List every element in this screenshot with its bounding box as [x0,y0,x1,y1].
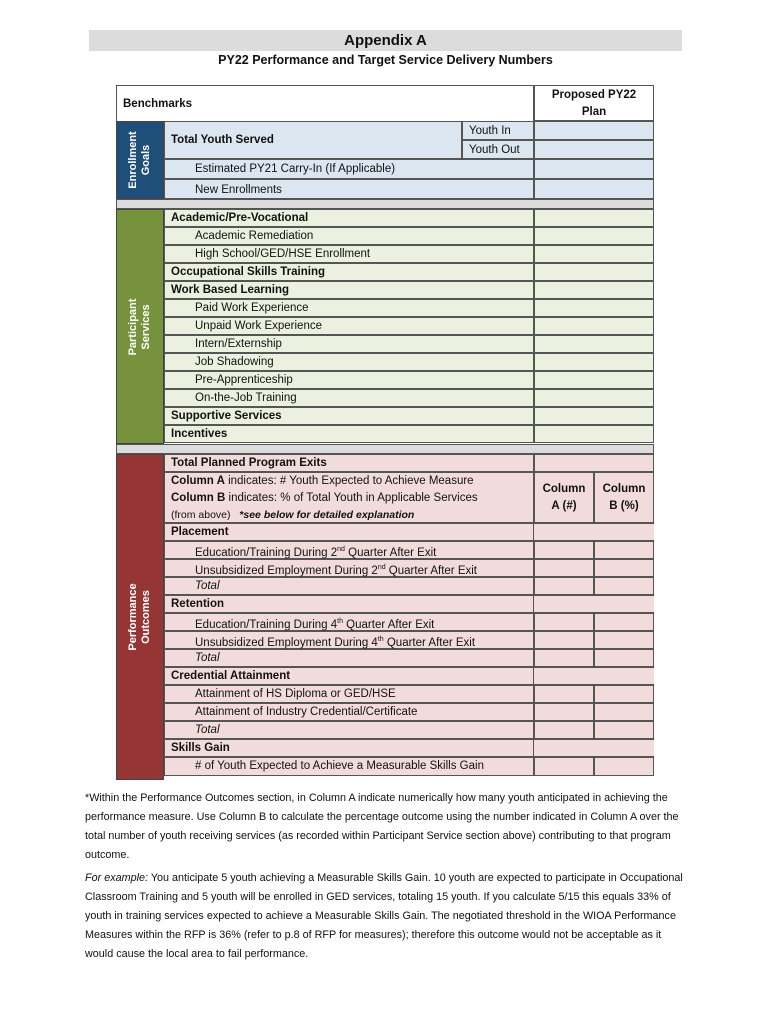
benchmarks-header [116,85,534,121]
outcome-label-text: Attainment of Industry Credential/Certificate [195,706,418,718]
outcome-label-text: Attainment of HS Diploma or GED/HSE [195,688,396,700]
column-a-value[interactable] [534,721,594,739]
outcome-label-tail: Quarter After Exit [342,618,435,631]
service-row [164,299,534,317]
service-row [164,425,534,443]
service-label: Academic/Pre-Vocational [171,212,309,224]
service-label: Pre-Apprenticeship [195,374,293,386]
column-a-value[interactable] [534,757,594,776]
service-value[interactable] [534,371,654,389]
total-exits-label: Total Planned Program Exits [171,457,327,469]
column-b-value [594,667,654,685]
participant-services-side [116,209,164,444]
ordinal-suffix: th [377,636,384,643]
service-row [164,353,534,371]
performance-table [116,85,654,780]
outcome-label [195,721,220,739]
outcome-row [164,757,534,776]
outcome-label-text: Total [195,724,220,736]
column-b-value[interactable] [594,685,654,703]
column-b-value [594,739,654,757]
outcome-label-text: Retention [171,598,225,610]
service-row [164,407,534,425]
outcome-label-tail: Quarter After Exit [383,636,476,649]
services-side-line2: Services [140,303,152,350]
column-a-value[interactable] [534,613,594,631]
column-b-value[interactable] [594,631,654,649]
service-row [164,245,534,263]
see-below-note: *see below for detailed explanation [239,509,415,521]
service-label: Intern/Externship [195,338,282,350]
notes-example [85,869,685,964]
outcome-label [171,523,229,541]
column-a-value[interactable] [534,703,594,721]
column-b-value[interactable] [594,559,654,577]
from-above-text: (from above) [171,509,231,521]
outcome-row [164,541,534,559]
service-value[interactable] [534,317,654,335]
service-value[interactable] [534,425,654,443]
outcome-row [164,631,534,649]
outcome-label-text: Unsubsidized Employment During 4 [195,636,378,649]
column-b-value[interactable] [594,703,654,721]
service-label: On-the-Job Training [195,392,297,404]
column-b-value[interactable] [594,649,654,667]
column-a-value[interactable] [534,541,594,559]
column-a-value [534,667,594,685]
outcome-label [195,577,220,595]
service-row [164,389,534,407]
column-b-value[interactable] [594,577,654,595]
new-enrollments-label: New Enrollments [195,184,282,196]
outcome-label-text: Skills Gain [171,742,230,754]
youth-out-label: Youth Out [469,144,520,156]
proposed-header-line1: Proposed PY22 [551,89,637,101]
column-a-header-line2: A (#) [551,500,577,512]
ordinal-suffix: nd [377,564,386,571]
youth-out-cell [462,140,534,159]
carry-in-value[interactable] [534,159,654,179]
column-a-value[interactable] [534,649,594,667]
enrollment-goals-side [116,121,164,199]
notes-paragraph-1: *Within the Performance Outcomes section, in Column A indicate numerically how many youth anticipated in achieving the performance measure. Use Column B to calculate the percentage outcome using the number indicated in Column A over the total number of youth receiving services (as recorded within Participant Service section above) contributing to that program outcome. [85,792,679,861]
page-subtitle: PY22 Performance and Target Service Delivery Numbers [218,53,553,67]
service-value[interactable] [534,245,654,263]
carry-in-label: Estimated PY21 Carry-In (If Applicable) [195,163,396,175]
column-b-header [594,472,654,523]
proposed-header-line2: Plan [581,106,607,118]
outcome-label-text: Unsubsidized Employment During 2 [195,564,378,577]
service-label: Occupational Skills Training [171,266,326,278]
outcome-row [164,559,534,577]
column-a-explanation [171,472,474,490]
outcome-row [164,613,534,631]
example-lead: For example: [85,872,149,884]
outcome-label-tail: Quarter After Exit [344,546,437,559]
section-divider [116,444,654,454]
service-row [164,335,534,353]
total-youth-served-cell [164,121,462,159]
ordinal-suffix: nd [337,546,345,553]
column-b-value[interactable] [594,757,654,776]
enrollment-side-line2: Goals [140,144,152,176]
service-label: Paid Work Experience [195,302,309,314]
youth-in-cell [462,121,534,140]
youth-out-value[interactable] [534,140,654,159]
outcome-label-text: Total [195,580,220,592]
outcomes-side-line2: Outcomes [140,590,152,644]
outcome-row [164,649,534,667]
column-b-value[interactable] [594,613,654,631]
column-explanation-cell [164,472,534,523]
service-label: Work Based Learning [171,284,290,296]
youth-in-value[interactable] [534,121,654,140]
outcome-row [164,721,534,739]
services-side-line1: Participant [127,298,139,355]
proposed-plan-header [534,85,654,121]
service-label: Job Shadowing [195,356,274,368]
service-value[interactable] [534,299,654,317]
service-label: Incentives [171,428,228,440]
column-a-value[interactable] [534,559,594,577]
outcome-label [195,757,484,775]
service-value[interactable] [534,335,654,353]
column-a-value [534,595,594,613]
outcome-label-text: Placement [171,526,229,538]
outcome-label-tail: Quarter After Exit [385,564,478,577]
column-b-value[interactable] [594,721,654,739]
section-divider [116,199,654,209]
total-exits-value[interactable] [534,454,654,472]
outcome-row [164,595,534,613]
column-a-value[interactable] [534,577,594,595]
new-enrollments-cell [164,179,534,199]
outcome-label [195,649,220,667]
outcome-label [195,703,417,721]
outcome-row [164,577,534,595]
service-value[interactable] [534,353,654,371]
from-above-note [171,506,414,524]
column-a-bold: Column A [171,475,225,487]
outcome-label [171,667,290,685]
youth-in-label: Youth In [469,125,511,137]
outcome-row [164,739,534,757]
notes-paragraph-2: You anticipate 5 youth achieving a Measurable Skills Gain. 10 youth are expected to participate in Occupational Classroom Training and 5 youth will be enrolled in GED services, totaling 15 youth. If you calculate 5/15 this equals 33% of youth in training services expected to achieve a Measurable Skills Gain. The negotiated threshold in the WIOA Performance Measures within the RFP is 36% (refer to p.8 of RFP for measures); therefore this outcome would not be acceptable as it would cause the local area to fail performance. [85,872,683,960]
service-value[interactable] [534,281,654,299]
benchmarks-label: Benchmarks [123,98,193,110]
notes-column-explanation [85,789,685,865]
column-a-value [534,523,594,541]
service-value[interactable] [534,389,654,407]
column-a-header [534,472,594,523]
column-b-value [594,523,654,541]
service-value[interactable] [534,263,654,281]
service-row [164,371,534,389]
service-row [164,209,534,227]
column-a-value[interactable] [534,631,594,649]
column-a-value[interactable] [534,685,594,703]
service-value[interactable] [534,209,654,227]
new-enrollments-value[interactable] [534,179,654,199]
column-b-text: indicates: % of Total Youth in Applicable Services [225,492,478,504]
service-row [164,317,534,335]
column-a-value [534,739,594,757]
appendix-title: Appendix A [89,30,682,51]
column-a-text: indicates: # Youth Expected to Achieve Measure [224,475,474,487]
service-row [164,281,534,299]
service-label: High School/GED/HSE Enrollment [195,248,371,260]
outcome-row [164,523,534,541]
outcome-row [164,685,534,703]
service-row [164,263,534,281]
column-b-value[interactable] [594,541,654,559]
outcome-row [164,667,534,685]
column-b-value [594,595,654,613]
column-b-bold: Column B [171,492,226,504]
service-value[interactable] [534,227,654,245]
column-a-header-line1: Column [542,483,586,495]
outcomes-side-line1: Performance [127,583,139,651]
outcome-label [195,685,396,703]
service-row [164,227,534,245]
outcome-label-text: Education/Training During 2 [195,546,338,559]
service-label: Academic Remediation [195,230,314,242]
outcome-label [171,739,230,757]
total-exits-cell [164,454,534,472]
outcome-label-text: # of Youth Expected to Achieve a Measurable Skills Gain [195,760,484,772]
enrollment-side-line1: Enrollment [127,131,139,189]
ordinal-suffix: th [337,618,343,625]
column-b-header-line2: B (%) [609,500,639,512]
carry-in-cell [164,159,534,179]
service-value[interactable] [534,407,654,425]
column-b-explanation [171,489,478,507]
service-label: Supportive Services [171,410,282,422]
performance-outcomes-side [116,454,164,780]
outcome-label-text: Credential Attainment [171,670,291,682]
total-youth-served-label: Total Youth Served [171,134,274,146]
column-b-header-line1: Column [602,483,646,495]
outcome-label-text: Total [195,652,220,664]
outcome-row [164,703,534,721]
outcome-label [171,595,224,613]
service-label: Unpaid Work Experience [195,320,322,332]
outcome-label-text: Education/Training During 4 [195,618,338,631]
